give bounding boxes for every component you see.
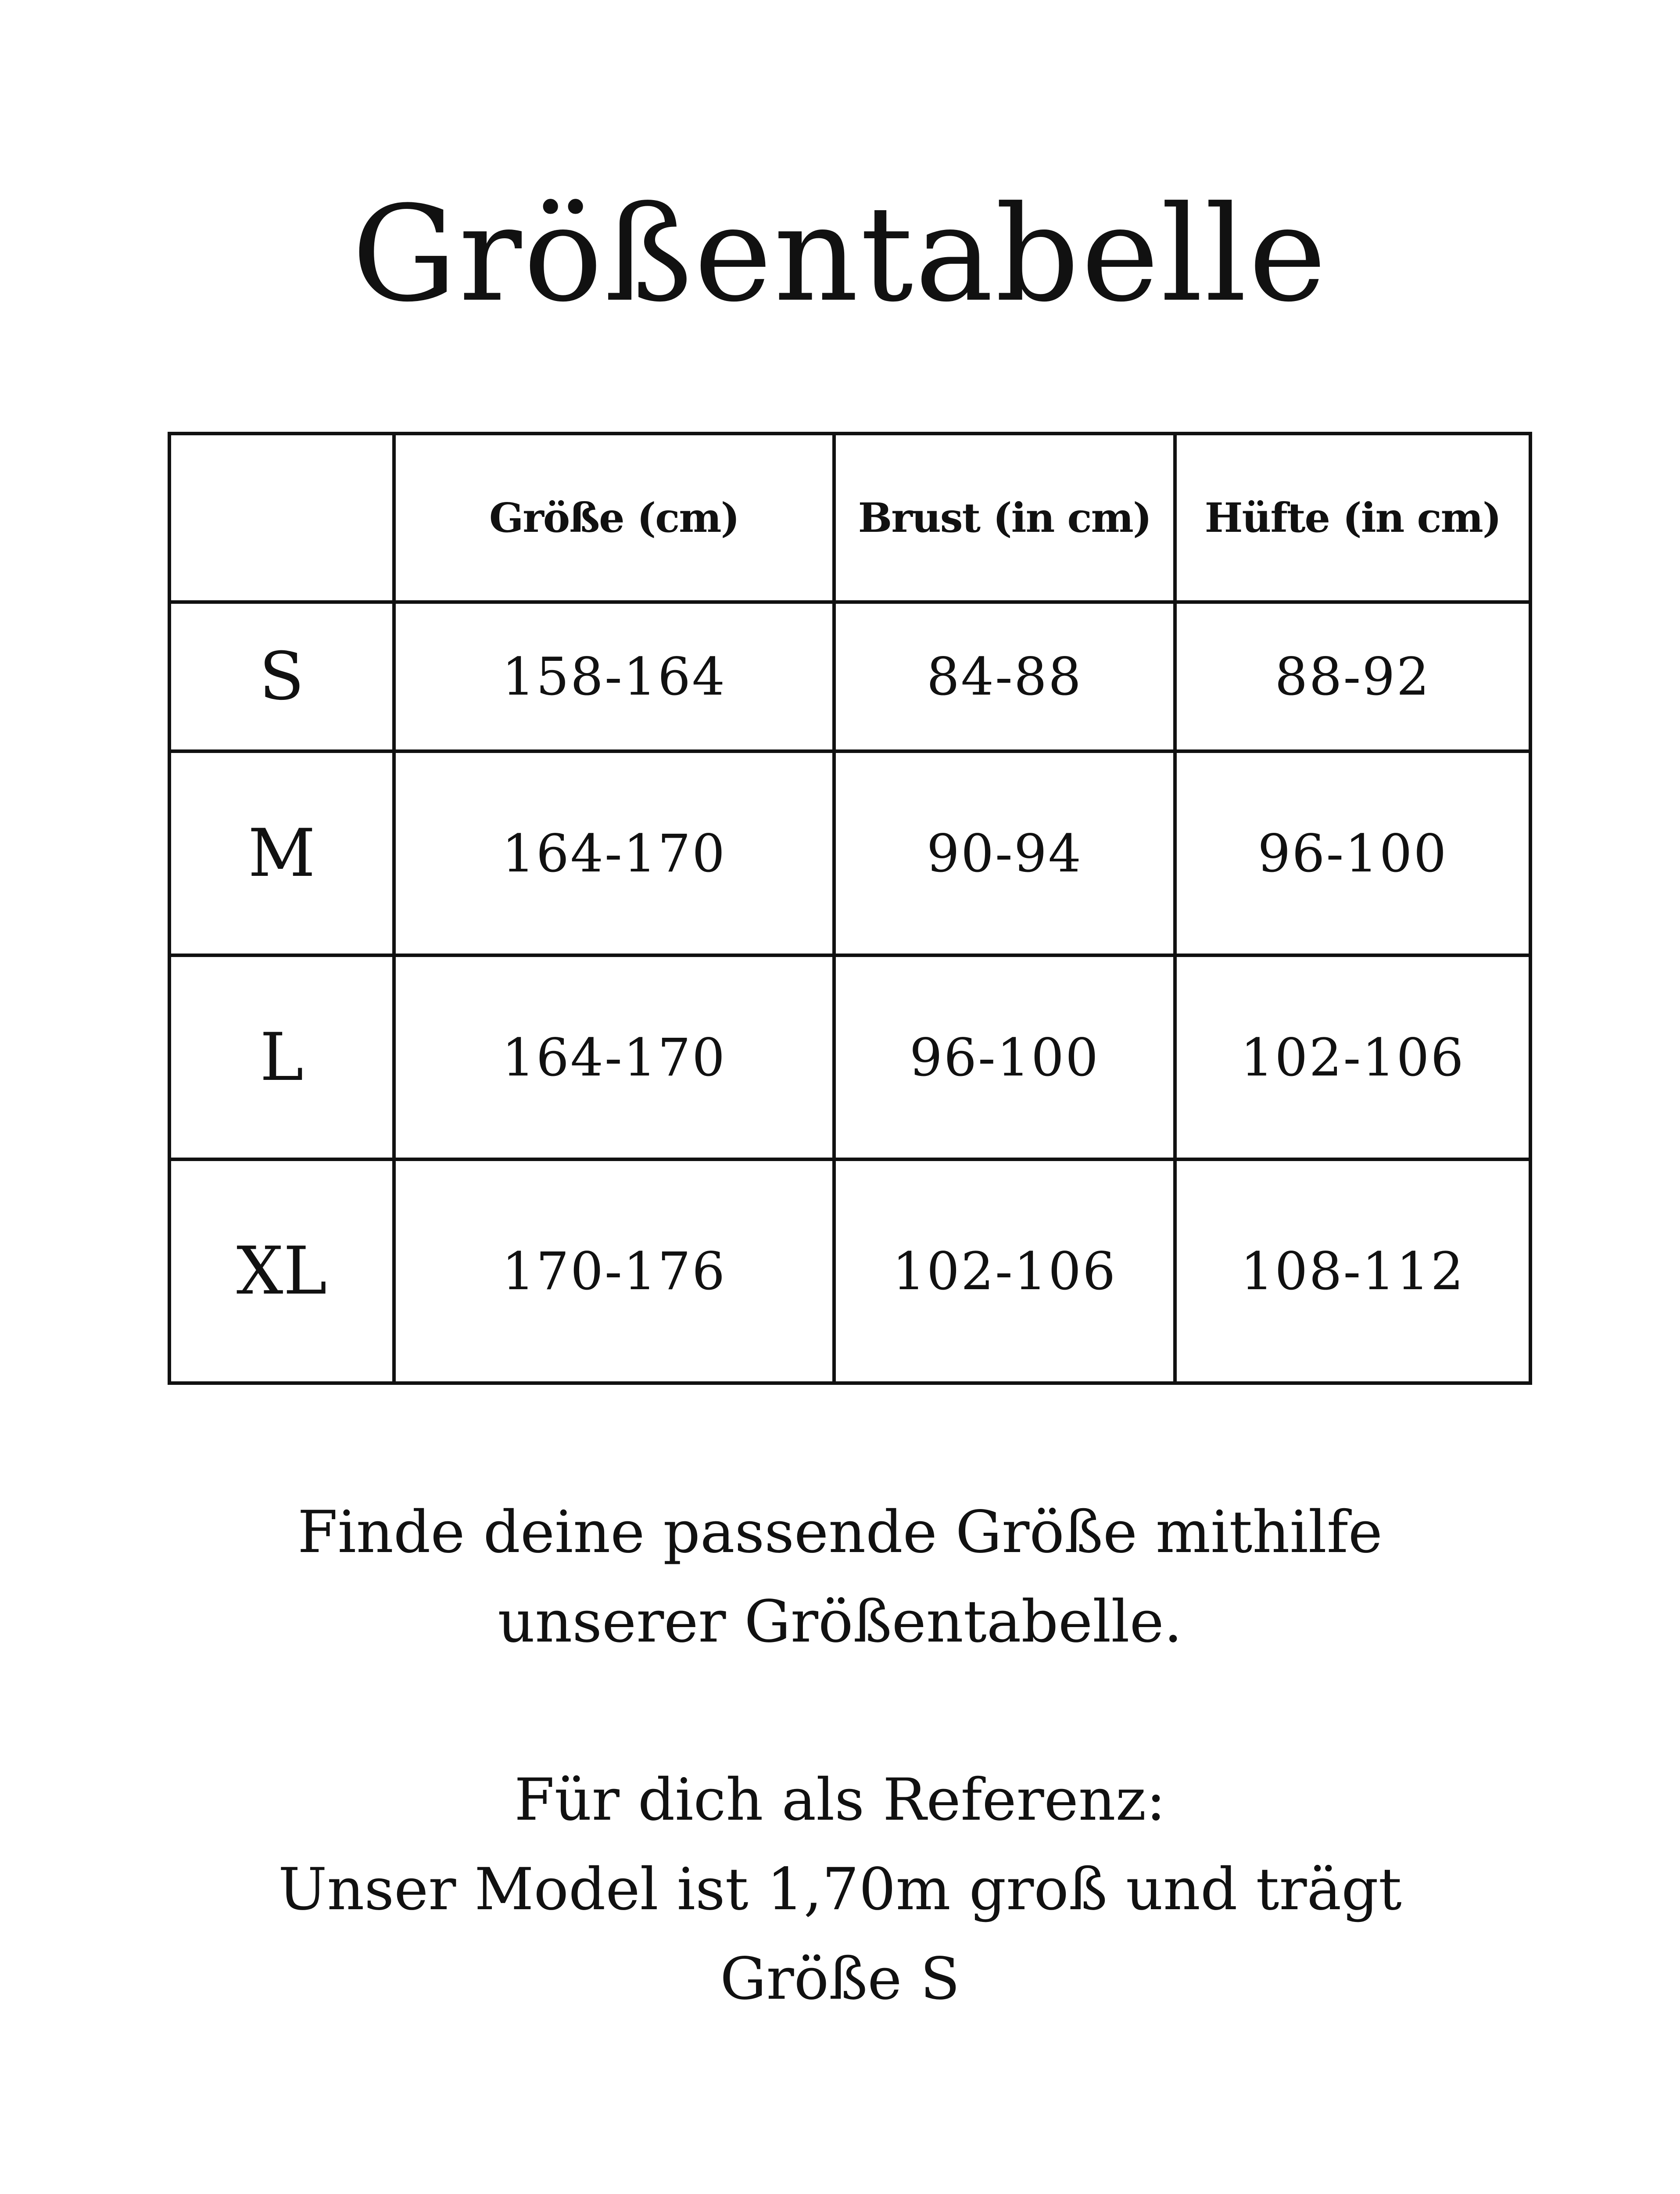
table-row bbox=[169, 955, 1530, 1159]
chest-value: 84-88 bbox=[834, 602, 1175, 751]
size-label: M bbox=[169, 751, 394, 955]
size-label: S bbox=[169, 602, 394, 751]
height-value: 158-164 bbox=[394, 602, 834, 751]
table-row bbox=[169, 751, 1530, 955]
hip-value: 96-100 bbox=[1175, 751, 1530, 955]
hip-value: 102-106 bbox=[1175, 955, 1530, 1159]
height-value: 164-170 bbox=[394, 955, 834, 1159]
intro-text bbox=[0, 1488, 1680, 1667]
intro-line: Finde deine passende Größe mithilfe bbox=[297, 1499, 1383, 1566]
header-height: Größe (cm) bbox=[394, 434, 834, 602]
hip-value: 88-92 bbox=[1175, 602, 1530, 751]
header-chest: Brust (in cm) bbox=[834, 434, 1175, 602]
table-header-row bbox=[169, 434, 1530, 602]
chest-value: 96-100 bbox=[834, 955, 1175, 1159]
hip-value: 108-112 bbox=[1175, 1159, 1530, 1383]
reference-line: Für dich als Referenz: bbox=[514, 1766, 1166, 1834]
chest-value: 90-94 bbox=[834, 751, 1175, 955]
size-table bbox=[168, 432, 1532, 1385]
reference-line: Unser Model ist 1,70m groß und trägt bbox=[278, 1856, 1402, 1923]
header-empty-cell bbox=[169, 434, 394, 602]
reference-text bbox=[0, 1755, 1680, 2024]
height-value: 170-176 bbox=[394, 1159, 834, 1383]
intro-line: unserer Größentabelle. bbox=[498, 1588, 1182, 1656]
size-label: L bbox=[169, 955, 394, 1159]
table-row bbox=[169, 602, 1530, 751]
chest-value: 102-106 bbox=[834, 1159, 1175, 1383]
height-value: 164-170 bbox=[394, 751, 834, 955]
header-hip: Hüfte (in cm) bbox=[1175, 434, 1530, 602]
page-title: Größentabelle bbox=[351, 178, 1329, 331]
table-row bbox=[169, 1159, 1530, 1383]
size-label: XL bbox=[169, 1159, 394, 1383]
reference-line: Größe S bbox=[720, 1945, 960, 2013]
